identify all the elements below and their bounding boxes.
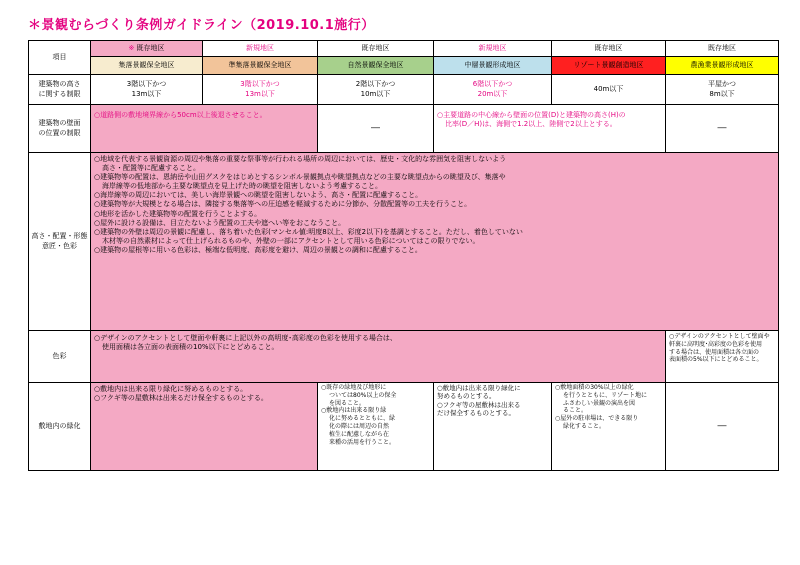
status-label-col5: 既存地区 [594, 43, 623, 52]
header-status-col3 [318, 41, 434, 57]
header-status-col4 [434, 41, 552, 57]
row-label-height: 建築物の高さ に関する制限 [29, 75, 91, 105]
green-col4: ○敷地内は出来る限り緑化に 努めるものとする。 ○フクギ等の屋敷林は出来る だけ保全するものとする。 [434, 383, 552, 471]
height-col4: 6階以下かつ 20m以下 [434, 75, 552, 105]
district-name-col4 [434, 57, 552, 75]
design-line-9: ○建築物の外壁は周辺の景観に配慮し、落ち着いた色彩(マンセル値:明度8以上、彩度2以下)を基調とすること。ただし、着色していない [94, 227, 523, 236]
height-col1: 3階以下かつ 13m以下 [91, 75, 203, 105]
design-line-6: ○建築物等が大規模となる場合は、隣接する集落等への圧迫感を軽減するために分節か、分散配置等の工夫を行うこと。 [94, 200, 472, 209]
row-label-color: 色彩 [29, 331, 91, 383]
district-label-col1: 集落景観保全地区 [118, 60, 175, 69]
design-line-10: 木材等の自然素材によって仕上げられるものや、外壁の一部にアクセントとして用いる色彩についてはこの限りでない。 [102, 236, 480, 245]
district-label-col4: 中層景観形成地区 [464, 60, 521, 69]
design-line-8: ○屋外に設ける設備は、目立たないよう配置の工夫や遮へい等をおこなうこと。 [94, 218, 346, 227]
green-col6: ― [666, 383, 779, 471]
design-line-4: 海岸線等の低地部から主要な眺望点を見上げた時の眺望を阻害しないよう考慮すること。 [102, 182, 382, 191]
design-line-2: 高さ・配置等に配慮すること。 [102, 164, 200, 173]
status-label-col2: 新規地区 [246, 43, 274, 52]
height-col5: 40m以下 [552, 75, 666, 105]
design-line-11: ○建築物の屋根等に用いる色彩は、極端な低明度、高彩度を避け、周辺の景観との調和に配慮すること。 [94, 245, 422, 254]
district-name-col5 [552, 57, 666, 75]
row-label-green: 敷地内の緑化 [29, 383, 91, 471]
district-label-col2: 準集落景観保全地区 [228, 60, 292, 69]
district-name-col3 [318, 57, 434, 75]
green-col12: ○敷地内は出来る限り緑化に努めるものとする。 ○フクギ等の屋敷林は出来るだけ保全するものとする。 [91, 383, 318, 471]
status-label-col3: 既存地区 [361, 43, 390, 52]
wall-col12: ○道路側の敷地境界線から50cm以上後退させること。 [91, 105, 318, 153]
height-col3: 2階以下かつ 10m以下 [318, 75, 434, 105]
header-item-label: 項目 [52, 52, 67, 61]
color-col1to5: ○デザインのアクセントとして壁面や軒裏に上記以外の高明度･高彩度の色彩を使用する場合は、 使用面積は各立面の表面積の10%以下にとどめること。 [91, 331, 666, 383]
guideline-table [28, 40, 779, 471]
wall-col6: ― [666, 105, 779, 153]
district-name-col2 [203, 57, 318, 75]
district-name-col6 [666, 57, 779, 75]
row-label-design: 高さ・配置・形態 意匠・色彩 [29, 153, 91, 331]
design-line-3: ○建築物等の配置は、恩納岳や山田グスクをはじめとするシンボル景観拠点や眺望拠点などの主要な眺望点からの眺望及び、集落や [94, 173, 506, 182]
design-line-5: ○海岸線等の周辺においては、美しい海岸景観への眺望を阻害しないよう、高さ・配置に配慮すること。 [94, 191, 423, 200]
green-col5: ○敷地面積の30%以上の緑化 を行うとともに、リゾート地に ふさわしい景観の演出を図 ること。 ○屋外の駐車場は、できる限り 緑化すること。 [552, 383, 666, 471]
color-col6: ○デザインのアクセントとして壁面や 軒裏に高明度･高彩度の色彩を使用 する場合は、使用面積は各立面の 表面積の5%以下にとどめること。 [666, 331, 779, 383]
status-label-col4: 新規地区 [478, 43, 507, 52]
height-col6: 平屋かつ 8m以下 [666, 75, 779, 105]
district-label-col6: 農漁業景観形成地区 [690, 60, 754, 69]
header-item-cell [29, 41, 91, 75]
design-line-1: ○地域を代表する景観資源の周辺や集落の重要な祭事等が行われる場所の周辺においては、歴史・文化的な雰囲気を阻害しないよう [94, 155, 507, 163]
page-title: ＊景観むらづくり条例ガイドライン（2019.10.1施行） [28, 18, 375, 33]
wall-col3: ― [318, 105, 434, 153]
status-label-col6: 既存地区 [708, 43, 736, 52]
design-guidelines [91, 153, 779, 331]
height-col2: 3階以下かつ 13m以下 [203, 75, 318, 105]
asterisk-mark: ※ [128, 43, 135, 52]
green-col3: ○既存の緑地及び地形に ついては80%以上の保全 を図ること。 ○敷地内は出来る限り緑 化に努めるとともに、緑 化の際には周辺の自然 植生に配慮しながら在 来種の活用を行うこと。 [318, 383, 434, 471]
row-label-wall: 建築物の壁面 の位置の制限 [29, 105, 91, 153]
status-label-col1: 既存地区 [136, 43, 165, 52]
district-name-col1 [91, 57, 203, 75]
wall-col45: ○主要道路の中心線から壁面の位置(D)と建築物の高さ(H)の 比率(D／H)は、海側で1.2以上、陸側で2以上とする。 [434, 105, 666, 153]
design-line-7: ○地形を活かした建築物等の配置を行うことよする。 [94, 209, 262, 218]
header-status-col2 [203, 41, 318, 57]
header-status-col5 [552, 41, 666, 57]
district-label-col5: リゾート景観創造地区 [573, 60, 644, 69]
district-label-col3: 自然景観保全地区 [347, 60, 404, 69]
header-status-col6 [666, 41, 779, 57]
header-status-col1 [91, 41, 203, 57]
